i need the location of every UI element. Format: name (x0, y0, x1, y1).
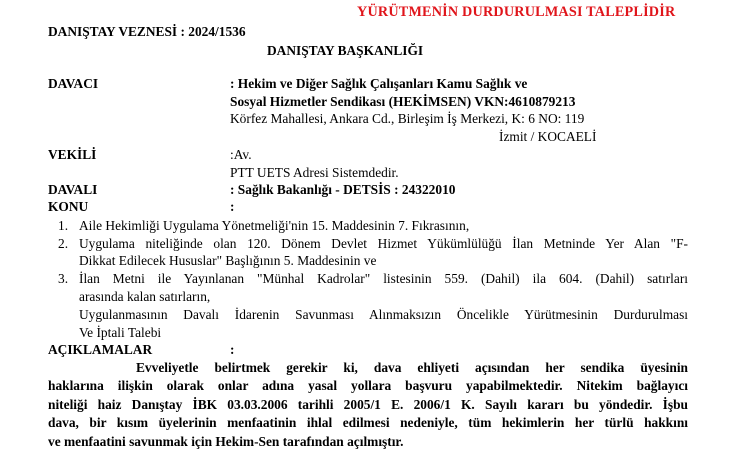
subject-item-text: İlan Metni ile Yayınlanan "Münhal Kadrolar" listesinin 559. (Dahil) ila 604. (Dahil) satırları (79, 271, 688, 286)
plaintiff-address-line2: İzmit / KOCAELİ (499, 129, 597, 144)
subject-item-text-continued: Dikkat Edilecek Hususlar" Başlığının 5. Maddesinin ve (79, 253, 377, 268)
subject-tail-line2: Ve İptali Talebi (79, 325, 162, 340)
paragraph-line: dava, bir kısım üyelerinin menfaatinin ihlal edilmesi nedeniyle, tüm hekimlerin her türlü hakkını (48, 415, 688, 431)
explanations-colon: : (230, 342, 235, 357)
subject-item-text-continued: arasında kalan satırların, (79, 289, 211, 304)
paragraph-line: niteliği haiz Danıştay İBK 03.03.2006 tarihli 2005/1 E. 2006/1 K. Sayılı kararı bu yöndedir. İşbu (48, 396, 688, 412)
fee-office-number: DANIŞTAY VEZNESİ : 2024/1536 (48, 24, 246, 39)
explanations-paragraph (48, 359, 688, 451)
attorney-label: VEKİLİ (48, 147, 97, 162)
attorney-uets: PTT UETS Adresi Sistemdedir. (230, 165, 399, 180)
paragraph-line: Evveliyetle belirtmek gerekir ki, dava ehliyeti açısından her sendika üyesinin (136, 360, 688, 375)
plaintiff-name-line2: Sosyal Hizmetler Sendikası (HEKİMSEN) VKN:4610879213 (230, 94, 576, 109)
subject-colon: : (230, 199, 235, 214)
attorney-value: :Av. (230, 147, 252, 162)
plaintiff-name-line1: : Hekim ve Diğer Sağlık Çalışanları Kamu Sağlık ve (230, 76, 528, 91)
defendant-label: DAVALI (48, 182, 98, 197)
plaintiff-label: DAVACI (48, 76, 99, 91)
subject-item-number: 1. (58, 218, 69, 233)
plaintiff-address-line1: Körfez Mahallesi, Ankara Cd., Birleşim İş Merkezi, K: 6 NO: 119 (230, 111, 585, 126)
paragraph-line: haklarına ilişkin olarak onlar adına yasal yollara başvuru yapabilmektedir. Nitekim bağlayıcı (48, 378, 688, 394)
subject-label: KONU (48, 199, 89, 214)
subject-item-text: Aile Hekimliği Uygulama Yönetmeliği'nin 15. Maddesinin 7. Fıkrasının, (79, 218, 470, 233)
subject-item-number: 3. (58, 271, 69, 286)
defendant-value: : Sağlık Bakanlığı - DETSİS : 24322010 (230, 182, 456, 197)
subject-tail-line1: Uygulanmasının Davalı İdarenin Savunması Alınmaksızın Öncelikle Yürütmesinin Durdurulması (79, 307, 688, 322)
paragraph-line: ve menfaatini savunmak için Hekim-Sen tarafından açılmıştır. (48, 433, 404, 449)
subject-item-text: Uygulama niteliğinde olan 120. Dönem Devlet Hizmet Yükümlülüğü İlan Metninde Yer Alan "F- (79, 236, 688, 251)
explanations-label: AÇIKLAMALAR (48, 342, 153, 357)
stay-request-heading: YÜRÜTMENİN DURDURULMASI TALEPLİDİR (357, 4, 676, 20)
subject-item-number: 2. (58, 236, 69, 251)
court-title: DANIŞTAY BAŞKANLIĞI (267, 43, 424, 58)
